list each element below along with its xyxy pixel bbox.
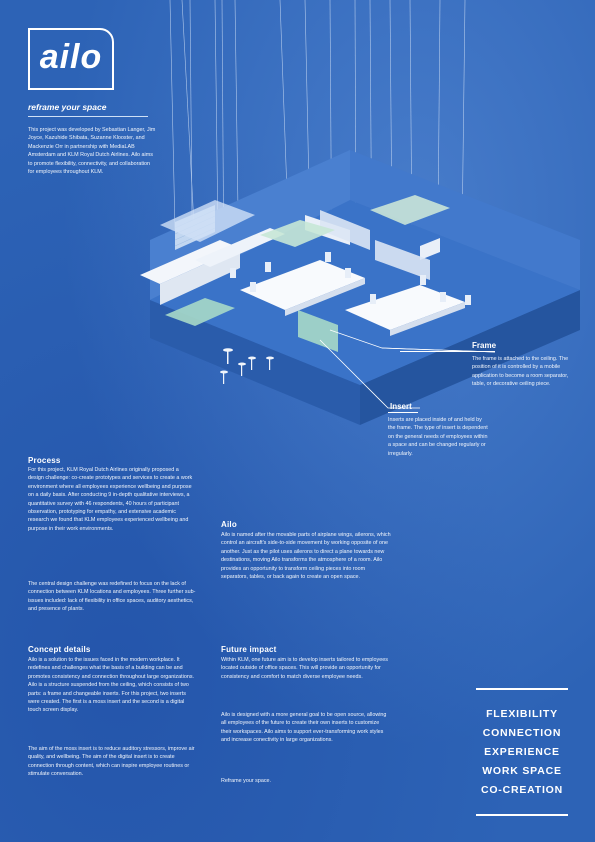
ailo-paragraph: Ailo is named after the movable parts of airplane wings, ailerons, which control an aircraft's side-to-side movement by working opposite of one another. Just as the pilot uses ailerons to direct a plane towards new destinations, moving Ailo transforms the atmosphere of a room. Ailo provides an opportunity to transform ceiling pieces into room separators, tables, or back again to create an open space. [221,532,391,581]
future-heading: Future impact [221,645,277,654]
future-paragraph-1: Within KLM, one future aim is to develop inserts tailored to employees located outside of office spaces. This will provide an opportunity for consistency and comfort to match diverse employee needs. [221,657,388,680]
keyword-experience: EXPERIENCE [484,746,560,758]
keyword-connection: CONNECTION [482,727,562,739]
keyword-co-creation: CO-CREATION [480,784,564,796]
ailo-logo [28,28,114,90]
concept-paragraph-1: Ailo is a solution to the issues faced in the modern workplace. It redefines and challenges what the basis of a building can be and promotes consistency and connection throughout large organizations. Ailo is a structure suspended from the ceiling, which consists of two parts: a frame and changeable inserts. For this project, two inserts were created. The first is a moss insert and the second is a digital touch screen display. [28,657,195,714]
keyword-flexibility: FLEXIBILITY [486,708,558,720]
future-paragraph-2: Ailo is designed with a more general goal to be open source, allowing all employees of the future to create their own inserts to customize their workspaces. Ailo aims to support ever-transforming work styles and increase conectivity in large organizations. [221,712,387,744]
concept-paragraph-2: The aim of the moss insert is to reduce auditory stressors, improve air quality, and wellbeing. The aim of the digital insert is to create connection through content, which can inspire employee routines or stimulate conversation. [28,746,195,778]
future-paragraph-3: Reframe your space. [221,778,272,784]
logo-text: ailo [39,37,103,76]
intro-paragraph: This project was developed by Sebastian Langer, Jim Joyce, Kazuhide Shibata, Suzanne Klooster, and Mackenzie Orr in partnership with MediaLAB Amsterdam and KLM Royal Dutch Airlines. Ailo aims to promote flexibility, connectivity, and collaboration for employees throughout KLM. [28,127,156,176]
keywords-top-rule [476,688,568,690]
process-paragraph-2: The central design challenge was redefined to focus on the lack of connection between KLM locations and employees. Three further sub-issues included: lack of flexibility in office spaces, auditory aesthetics, and presence of plants. [28,581,196,613]
keywords-bottom-rule [476,814,568,816]
tagline: reframe your space [28,102,107,112]
process-heading: Process [28,456,61,465]
ailo-heading: Ailo [221,520,237,529]
frame-label: Frame [472,341,497,350]
insert-text: Inserts are placed inside of and held by the frame. The type of insert is dependent on the general needs of employees within a space and can be changed regularly or irregularly. [388,417,488,457]
keywords-panel [476,688,568,816]
frame-text: The frame is attached to the ceiling. The position of it is controlled by a mobile application to become a room separator, table, or decorative ceiling piece. [472,356,569,388]
frame-rule [400,351,495,352]
keyword-work-space: WORK SPACE [482,765,562,777]
concept-heading: Concept details [28,645,91,654]
process-paragraph-1: For this project, KLM Royal Dutch Airlines originally proposed a design challenge: co-create prototypes and services to create a work environment where all employees experience wellbeing and purpose on a daily basis. After conducting 9 in-depth qualitative interviews, a quantitative survey with 46 respondents, 40 hours of participant observation, prototyping for empathy, and extensive academic research we found that KLM employees experienced wellbeing and purpose in their work environments. [28,467,193,532]
insert-rule [388,412,418,413]
insert-label: Insert [390,402,412,411]
